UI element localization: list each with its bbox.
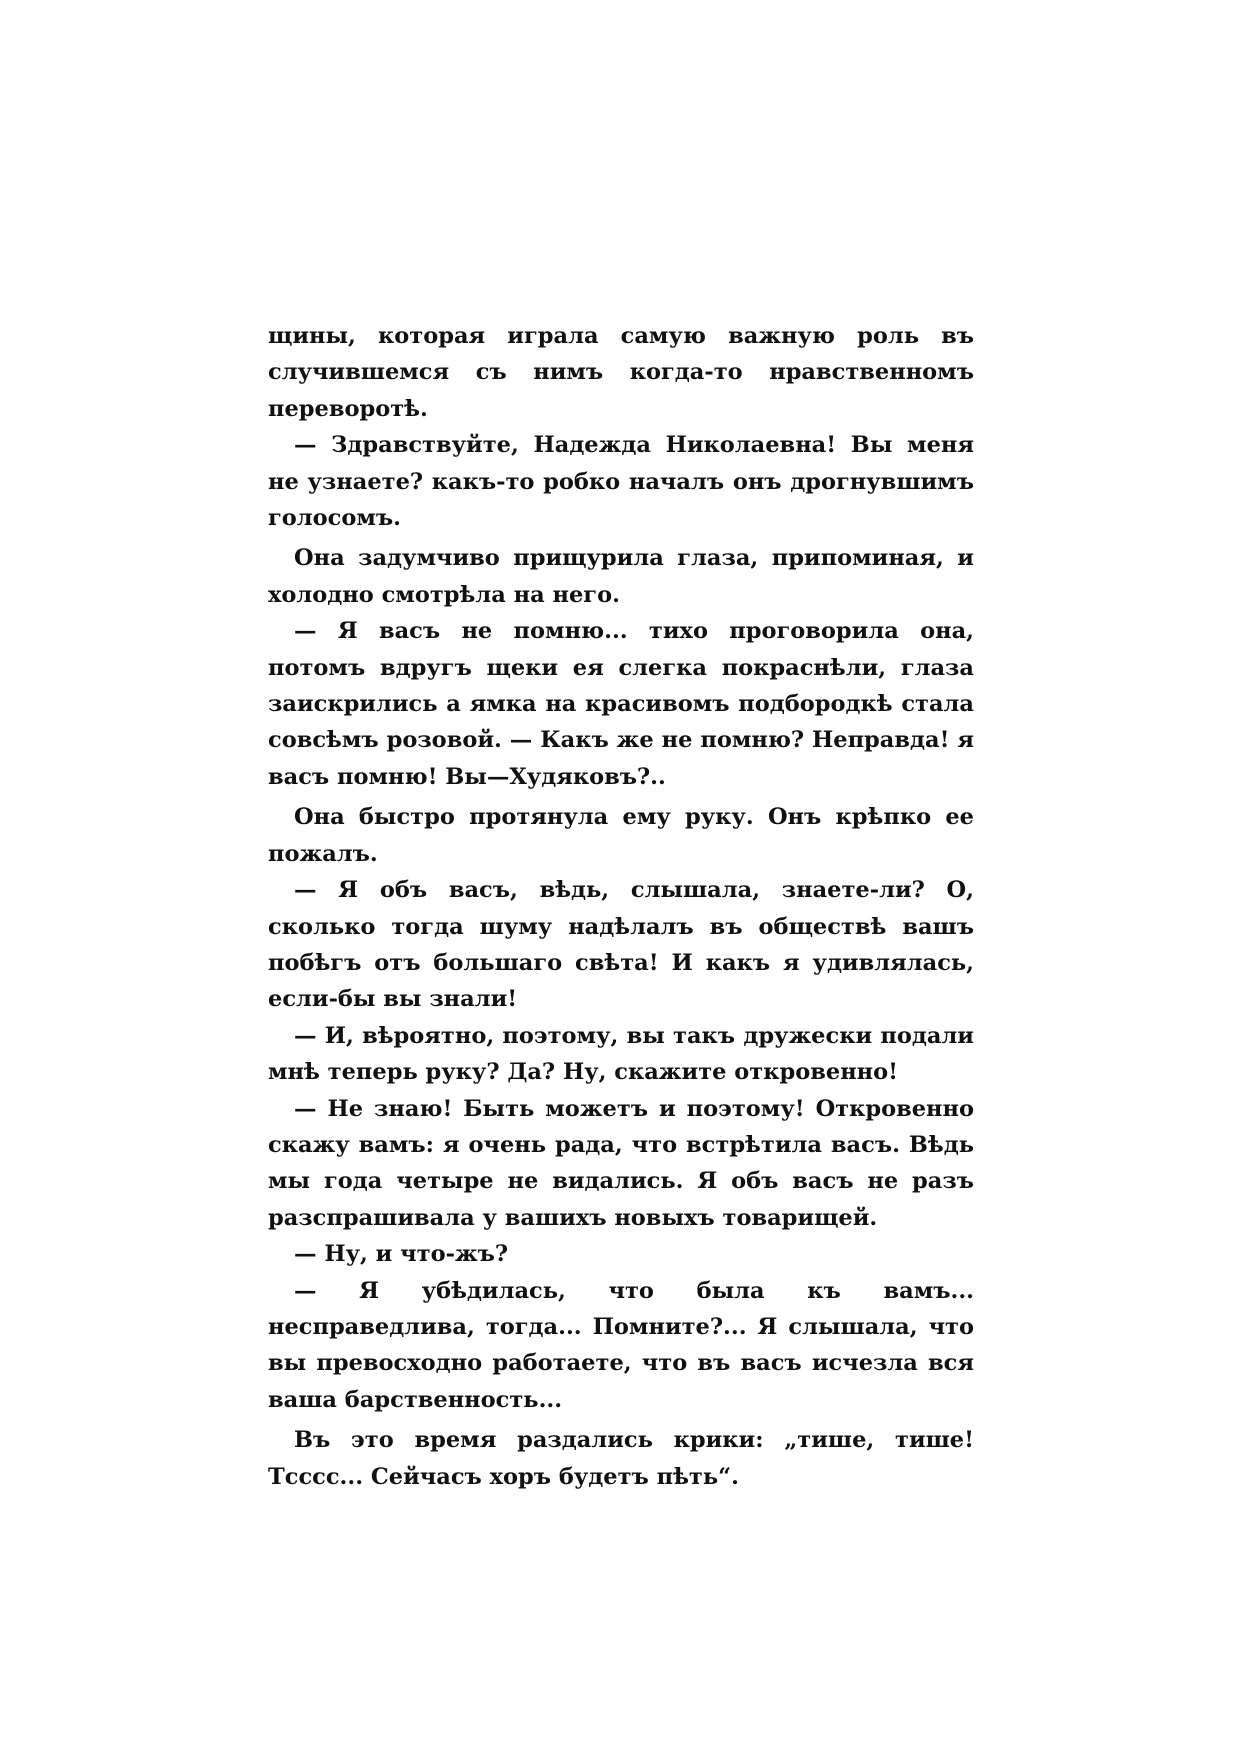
paragraph-5: Она быстро протянула ему руку. Онъ крѣпко ее пожалъ. (268, 804, 974, 867)
book-page-text (268, 318, 974, 1495)
paragraph-7: — И, вѣроятно, поэтому, вы такъ дружески подали мнѣ теперь руку? Да? Ну, скажите откровенно! (268, 1022, 974, 1086)
paragraph-2: — Здравствуйте, Надежда Николаевна! Вы меня не узнаете? какъ-то робко началъ онъ дрогнувшимъ голосомъ. (268, 432, 974, 532)
paragraph-11: Въ это время раздались крики: „тише, тише! Тсссс... Сейчасъ хоръ будетъ пѣть“. (268, 1427, 974, 1490)
paragraph-1: щины, которая играла самую важную роль въ случившемся съ нимъ когда-то нравственномъ переворотѣ. (268, 323, 974, 422)
paragraph-6: — Я объ васъ, вѣдь, слышала, знаете-ли? О, сколько тогда шуму надѣлалъ въ обществѣ вашъ побѣгъ отъ большаго свѣта! И какъ я удивлялась, если-бы вы знали! (268, 877, 974, 1013)
paragraph-10: — Я убѣдилась, что была къ вамъ... несправедлива, тогда... Помните?... Я слышала, что вы превосходно работаете, что въ васъ исчезла вся ваша барственность... (268, 1277, 974, 1413)
paragraph-8: — Не знаю! Быть можетъ и поэтому! Откровенно скажу вамъ: я очень рада, что встрѣтила васъ. Вѣдь мы года четыре не видались. Я объ васъ не разъ разспрашивала у вашихъ новыхъ товарищей. (268, 1095, 974, 1231)
paragraph-4: — Я васъ не помню... тихо проговорила она, потомъ вдругъ щеки ея слегка покраснѣли, глаза заискрились а ямка на красивомъ подбородкѣ стала совсѣмъ розовой. — Какъ же не помню? Неправда! я васъ помню! Вы—Худяковъ?.. (268, 618, 974, 790)
paragraph-9: — Ну, и что-жъ? (294, 1241, 509, 1268)
paragraph-3: Она задумчиво прищурила глаза, припоминая, и холодно смотрѣла на него. (268, 545, 974, 608)
